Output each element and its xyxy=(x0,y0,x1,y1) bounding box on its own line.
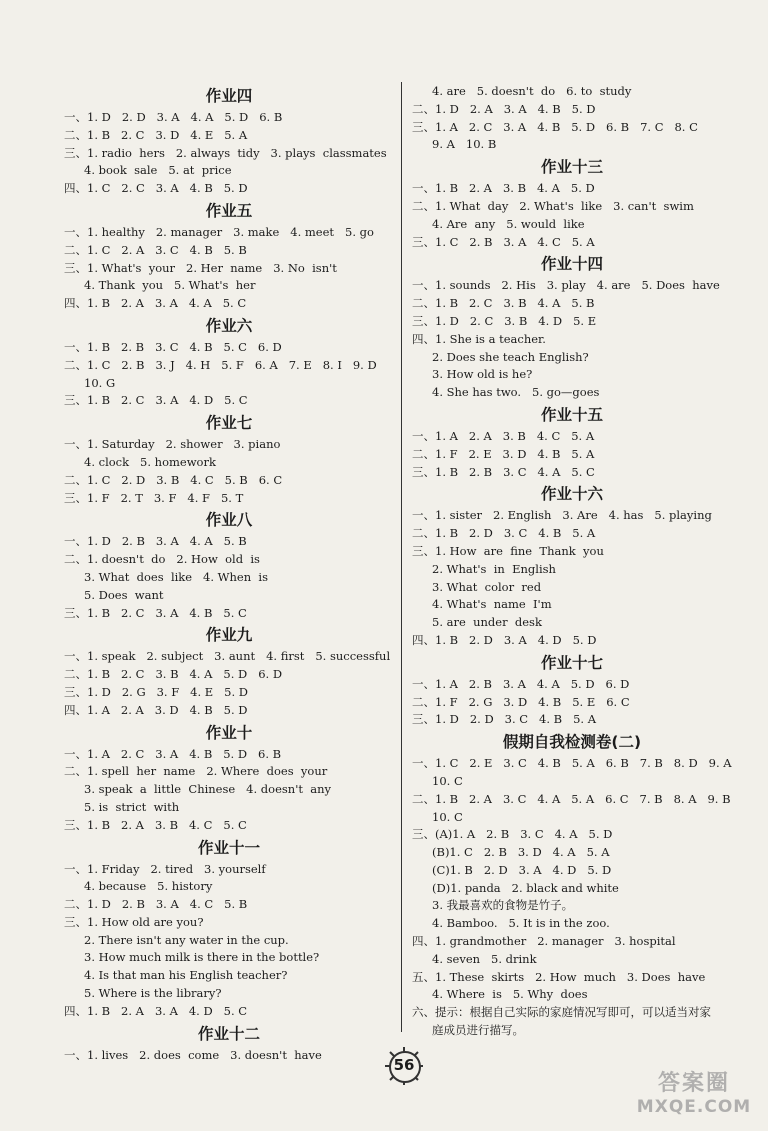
answer-line: (D)1. panda 2. black and white xyxy=(432,880,619,895)
answer-line: 一、1. Saturday 2. shower 3. piano xyxy=(64,437,281,452)
answer-line: 3. speak a little Chinese 4. doesn't any xyxy=(84,782,332,797)
page-number-badge xyxy=(385,1047,423,1085)
answer-line: 3. How old is he? xyxy=(432,367,533,382)
answer-line: 二、1. B 2. D 3. C 4. B 5. A xyxy=(412,526,596,541)
answer-line: (B)1. C 2. B 3. D 4. A 5. A xyxy=(432,845,610,860)
answer-line: 4. seven 5. drink xyxy=(432,951,537,966)
section-heading: 作业八 xyxy=(205,511,253,530)
answer-line: 4. because 5. history xyxy=(84,879,213,894)
answer-line: 一、1. D 2. D 3. A 4. A 5. D 6. B xyxy=(64,110,283,124)
answer-line: 4. book sale 5. at price xyxy=(84,163,232,178)
watermark-url: MXQE.COM xyxy=(636,1097,752,1117)
answer-line: 三、1. D 2. D 3. C 4. B 5. A xyxy=(412,712,596,727)
answer-line: 一、1. lives 2. does come 3. doesn't have xyxy=(64,1047,322,1062)
section-heading: 作业十四 xyxy=(540,255,603,274)
section-heading: 作业十五 xyxy=(540,405,603,424)
answer-line: 5. are under desk xyxy=(432,615,542,630)
section-heading: 作业十二 xyxy=(197,1024,260,1043)
answer-line: 10. C xyxy=(432,809,463,824)
answer-line: 2. There isn't any water in the cup. xyxy=(84,932,289,947)
answer-line: 四、1. B 2. A 3. A 4. A 5. C xyxy=(64,296,247,311)
section-heading: 作业十七 xyxy=(540,653,603,672)
answer-line: 一、1. A 2. A 3. B 4. C 5. A xyxy=(412,428,595,443)
answer-line: 一、1. Friday 2. tired 3. yourself xyxy=(64,861,266,876)
answer-line: 一、1. C 2. E 3. C 4. B 5. A 6. B 7. B 8. D 9. A xyxy=(412,756,732,771)
answer-line: 一、1. A 2. B 3. A 4. A 5. D 6. D xyxy=(412,676,630,691)
answer-line: 4. clock 5. homework xyxy=(84,454,216,469)
answer-line: 3. What color red xyxy=(432,579,542,594)
answer-line: 一、1. A 2. C 3. A 4. B 5. D 6. B xyxy=(64,746,282,761)
answer-line: 二、1. B 2. A 3. C 4. A 5. A 6. C 7. B 8. A 9. B xyxy=(412,791,731,806)
answer-line: 一、1. speak 2. subject 3. aunt 4. first 5. successful xyxy=(64,649,391,664)
answer-line: 4. She has two. 5. go—goes xyxy=(432,385,600,400)
section-heading: 作业十六 xyxy=(540,485,603,504)
answer-line: 四、1. grandmother 2. manager 3. hospital xyxy=(412,934,676,949)
answer-line: 二、1. F 2. G 3. D 4. B 5. E 6. C xyxy=(412,694,630,709)
watermark xyxy=(634,1066,754,1117)
answer-line: 四、1. A 2. A 3. D 4. B 5. D xyxy=(64,702,248,717)
answer-line: 5. Where is the library? xyxy=(84,986,222,1001)
answer-line: 三、1. B 2. C 3. A 4. D 5. C xyxy=(64,393,248,408)
answer-line: 二、1. doesn't do 2. How old is xyxy=(64,552,260,567)
section-heading: 假期自我检测卷(二) xyxy=(502,733,642,752)
answer-line: 二、1. B 2. C 3. D 4. E 5. A xyxy=(64,127,248,142)
column-divider xyxy=(401,82,402,1032)
answer-line: 三、1. B 2. A 3. B 4. C 5. C xyxy=(64,817,247,832)
section-heading: 作业十三 xyxy=(540,158,603,177)
right-column xyxy=(412,83,732,1040)
answer-line: 庭成员进行描写。 xyxy=(432,1023,524,1038)
answer-line: 4. What's name I'm xyxy=(432,597,552,612)
answer-line: 3. How much milk is there in the bottle? xyxy=(84,950,320,965)
answer-line: 二、1. B 2. C 3. B 4. A 5. B xyxy=(412,296,595,311)
answer-line: 二、1. F 2. E 3. D 4. B 5. A xyxy=(412,446,595,461)
answer-line: 二、1. D 2. B 3. A 4. C 5. B xyxy=(64,897,248,912)
answer-line: 三、1. B 2. B 3. C 4. A 5. C xyxy=(412,464,595,479)
section-heading: 作业九 xyxy=(205,626,253,645)
answer-line: 三、1. D 2. G 3. F 4. E 5. D xyxy=(64,684,249,699)
answer-line: 2. What's in English xyxy=(432,561,556,576)
answer-line: 三、1. C 2. B 3. A 4. C 5. A xyxy=(412,234,595,249)
answer-line: 四、1. B 2. D 3. A 4. D 5. D xyxy=(412,632,597,647)
answer-line: 4. Thank you 5. What's her xyxy=(84,278,256,293)
section-heading: 作业七 xyxy=(205,414,253,433)
answer-line: 3. What does like 4. When is xyxy=(84,569,268,584)
answer-line: 二、1. C 2. B 3. J 4. H 5. F 6. A 7. E 8. I 9. D xyxy=(64,357,377,372)
answer-line: 三、1. F 2. T 3. F 4. F 5. T xyxy=(64,490,244,505)
answer-line: 三、1. radio hers 2. always tidy 3. plays classmates xyxy=(64,145,387,160)
answer-line: 4. Is that man his English teacher? xyxy=(84,968,288,983)
answer-line: 三、1. B 2. C 3. A 4. B 5. C xyxy=(64,605,247,620)
answer-line: 二、1. What day 2. What's like 3. can't swim xyxy=(412,198,694,213)
answer-line: 四、1. C 2. C 3. A 4. B 5. D xyxy=(64,181,248,196)
answer-line: 三、1. How are fine Thank you xyxy=(412,543,604,558)
answer-line: 一、1. B 2. A 3. B 4. A 5. D xyxy=(412,181,595,196)
answer-line: 三、1. What's your 2. Her name 3. No isn't xyxy=(64,260,337,275)
answer-line: 4. Bamboo. 5. It is in the zoo. xyxy=(432,916,610,931)
answer-line: 五、1. These skirts 2. How much 3. Does have xyxy=(412,969,706,984)
answer-line: 四、1. B 2. A 3. A 4. D 5. C xyxy=(64,1003,248,1018)
answer-line: 一、1. B 2. B 3. C 4. B 5. C 6. D xyxy=(64,339,282,354)
answer-line: 一、1. D 2. B 3. A 4. A 5. B xyxy=(64,534,247,549)
answer-line: 10. C xyxy=(432,773,463,788)
answer-line: 5. Does want xyxy=(84,587,164,602)
answer-line: 一、1. healthy 2. manager 3. make 4. meet 5. go xyxy=(64,224,374,239)
answer-line: 3. 我最喜欢的食物是竹子。 xyxy=(432,898,574,913)
left-column xyxy=(64,83,394,1064)
answer-line: 三、1. A 2. C 3. A 4. B 5. D 6. B 7. C 8. C xyxy=(412,119,698,134)
answer-line: 4. Are any 5. would like xyxy=(432,216,585,231)
page-number: 56 xyxy=(393,1056,415,1074)
answer-line: 10. G xyxy=(84,375,116,390)
section-heading: 作业四 xyxy=(205,87,253,105)
answer-line: 三、1. How old are you? xyxy=(64,914,204,929)
answer-line: 二、1. C 2. A 3. C 4. B 5. B xyxy=(64,242,247,257)
section-heading: 作业五 xyxy=(205,201,253,220)
answer-line: 六、提示：根据自己实际的家庭情况写即可，可以适当对家 xyxy=(412,1005,711,1020)
answer-line: 二、1. B 2. C 3. B 4. A 5. D 6. D xyxy=(64,667,283,682)
answer-line: 4. are 5. doesn't do 6. to study xyxy=(432,84,632,98)
answer-line: 4. Where is 5. Why does xyxy=(432,987,588,1002)
answer-line: 二、1. D 2. A 3. A 4. B 5. D xyxy=(412,101,596,116)
watermark-logo: 答案圈 xyxy=(657,1071,730,1096)
answer-line: 三、1. D 2. C 3. B 4. D 5. E xyxy=(412,313,597,328)
answer-line: 二、1. C 2. D 3. B 4. C 5. B 6. C xyxy=(64,472,283,487)
answer-line: 二、1. spell her name 2. Where does your xyxy=(64,764,328,779)
answer-line: 三、(A)1. A 2. B 3. C 4. A 5. D xyxy=(412,827,613,842)
section-heading: 作业十 xyxy=(205,723,253,742)
answer-line: (C)1. B 2. D 3. A 4. D 5. D xyxy=(432,862,612,877)
answer-line: 一、1. sister 2. English 3. Are 4. has 5. playing xyxy=(412,508,712,523)
answer-line: 2. Does she teach English? xyxy=(432,349,589,364)
section-heading: 作业十一 xyxy=(197,838,260,857)
answer-line: 四、1. She is a teacher. xyxy=(412,331,546,346)
answer-line: 9. A 10. B xyxy=(432,137,497,152)
section-heading: 作业六 xyxy=(205,316,253,335)
answer-line: 一、1. sounds 2. His 3. play 4. are 5. Does have xyxy=(412,278,720,293)
answer-line: 5. is strict with xyxy=(84,799,180,814)
